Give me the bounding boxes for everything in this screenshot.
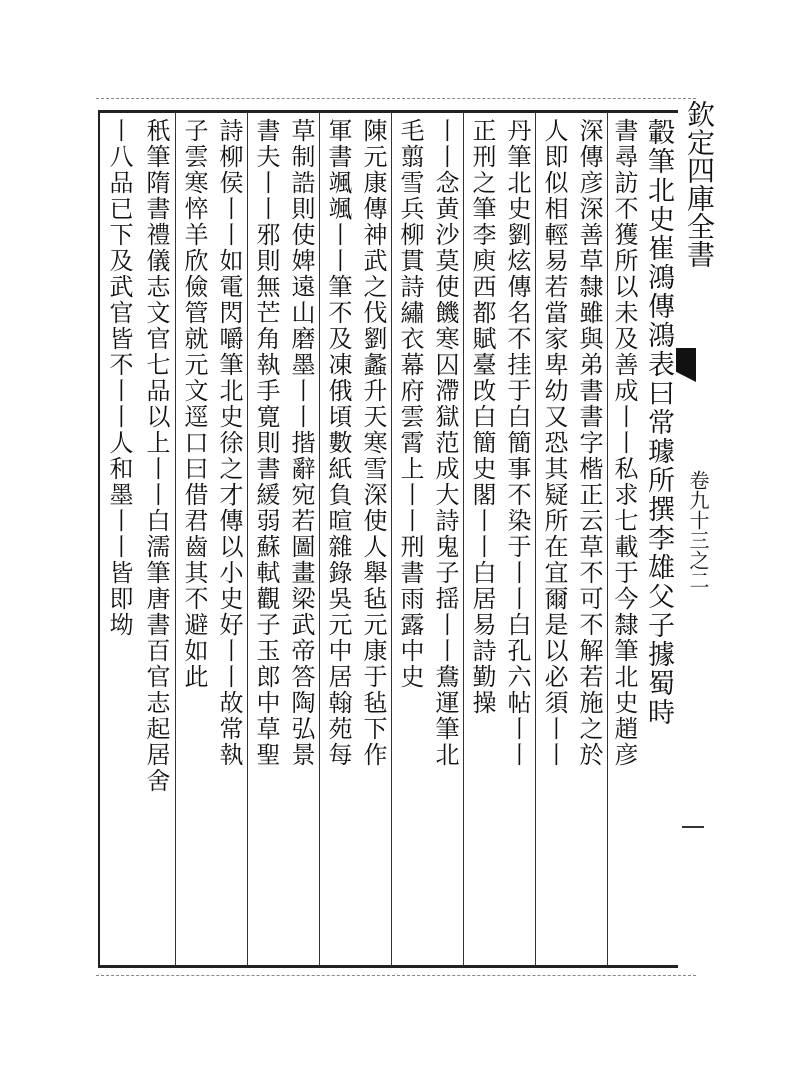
text-column-9: 陳元康傳神武之伐劉蠡升天寒雪深使人舉毡元康于毡下作 (359, 118, 387, 768)
column-rule (319, 112, 320, 966)
text-column-1: 轂筆北史崔鴻傳鴻表曰常璩所撰李雄父子據蜀時 (643, 118, 674, 727)
column-rule (535, 112, 536, 966)
margin-ink-mark (682, 826, 704, 828)
page-bottom-rule (96, 975, 696, 976)
text-column-6: 正刑之筆李庾西都賦臺攺白簡史閣丨丨白居易詩勤操 (468, 118, 496, 716)
text-column-16: 丨八品已下及武官皆不丨丨人和墨丨丨皆即坳 (105, 118, 133, 638)
text-column-4: 人即似相輕易若當家卑幼又恐其疑所在宜爾是以必須丨丨 (540, 118, 568, 768)
text-column-12: 書夫丨丨邪則無芒角執手寛則書緩弱蘇軾觀子玉郎中草聖 (252, 118, 280, 768)
text-column-7: 丨丨念黄沙莫使饑寒囚滯獄范成大詩鬼子揺丨丨鴦運筆北 (431, 118, 459, 768)
text-column-15: 秖筆隋書禮儀志文官七品以上丨丨白濡筆唐書百官志起居舍 (142, 118, 170, 794)
text-column-5: 丹筆北史劉炫傳名不挂于白簡事不染于丨丨白孔六帖丨丨 (503, 118, 531, 768)
column-rule (391, 112, 392, 966)
text-column-11: 草制誥則使婢遠山磨墨丨丨揩辭宛若圖畫梁武帝答陶弘景 (287, 118, 315, 768)
margin-title: 欽定四庫全書 (683, 100, 716, 268)
text-column-14: 子雲寒悴羊欣儉管就元文逕口曰借君齒其不避如此 (180, 118, 208, 690)
margin-juan-number: 卷九十三之二 (686, 470, 710, 590)
column-rule (247, 112, 248, 966)
column-rule (175, 112, 176, 966)
text-column-10: 軍書颯颯丨丨筆不及凍俄頃數紙負暄雜錄吳元中居翰苑每 (324, 118, 352, 768)
page-top-rule (96, 98, 696, 99)
column-rule (463, 112, 464, 966)
text-column-2: 書尋訪不獲所以未及善成丨丨私求七載于今隸筆北史趙彦 (610, 118, 638, 768)
text-column-8: 毛翦雪兵柳貫詩繡衣幕府雲霄上丨丨刑書雨露中史 (396, 118, 424, 690)
text-column-13: 詩柳侯丨丨如電閃嚼筆北史徐之才傳以小史好丨丨故常執 (215, 118, 243, 768)
text-column-3: 深傳彦深善草隸雖與弟書書字楷正云草不可不解若施之於 (575, 118, 603, 768)
